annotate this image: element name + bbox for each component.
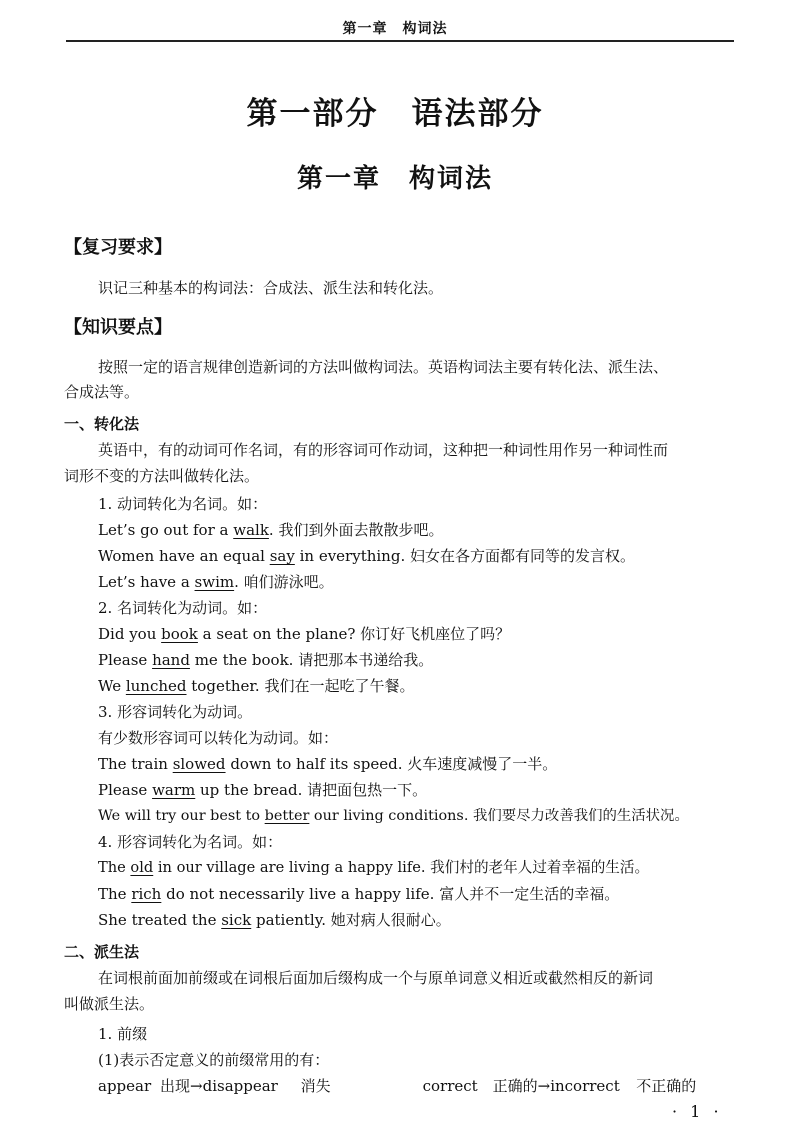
example-text: Please bbox=[98, 651, 153, 669]
conversion-sub2: 2. 名词转化为动词。如： bbox=[98, 599, 268, 617]
meaning: 正确的 bbox=[492, 1077, 538, 1095]
example-text: Women have an equal bbox=[98, 547, 270, 565]
review-heading: 【复习要求】 bbox=[64, 237, 172, 258]
knowledge-intro-line2: 合成法等。 bbox=[64, 383, 140, 401]
example-text: up the bread. 请把面包热一下。 bbox=[195, 781, 428, 799]
example-text: . 咱们游泳吧。 bbox=[234, 573, 334, 591]
key-word: hand bbox=[152, 651, 190, 669]
conversion-sub3: 3. 形容词转化为动词。 bbox=[98, 703, 253, 721]
example-text: patiently. 她对病人很耐心。 bbox=[251, 911, 451, 929]
example-text: Did you bbox=[98, 625, 162, 643]
example-text: do not necessarily live a happy life. 富人并不一定生活的幸福。 bbox=[161, 885, 620, 903]
key-word: book bbox=[161, 625, 198, 643]
example-text: The bbox=[98, 885, 132, 903]
example-text: together. 我们在一起吃了午餐。 bbox=[186, 677, 415, 695]
derivation-heading: 二、派生法 bbox=[64, 943, 140, 961]
conversion-sub3-note: 有少数形容词可以转化为动词。如： bbox=[98, 729, 339, 747]
example-line bbox=[98, 806, 689, 826]
conversion-heading: 一、转化法 bbox=[64, 415, 140, 433]
example-text: Let’s go out for a bbox=[98, 521, 234, 539]
example-line bbox=[98, 858, 649, 878]
example-text: Let’s have a bbox=[98, 573, 195, 591]
key-word: walk bbox=[233, 521, 269, 539]
prefix-example-row bbox=[98, 1076, 696, 1096]
header-rule bbox=[66, 40, 734, 42]
knowledge-heading: 【知识要点】 bbox=[64, 317, 172, 338]
example-text: . 我们到外面去散散步吧。 bbox=[268, 521, 444, 539]
example-line bbox=[98, 884, 619, 904]
key-word: old bbox=[130, 859, 154, 876]
key-word: warm bbox=[152, 781, 196, 799]
key-word: say bbox=[269, 547, 295, 565]
example-text: We will try our best to bbox=[98, 808, 265, 824]
example-line bbox=[98, 676, 414, 696]
example-text: in everything. 妇女在各方面都有同等的发言权。 bbox=[294, 547, 635, 565]
example-line bbox=[98, 546, 635, 566]
arrow-icon: → bbox=[190, 1077, 203, 1095]
example-text: down to half its speed. 火车速度减慢了一半。 bbox=[225, 755, 558, 773]
root-word: correct bbox=[422, 1077, 478, 1095]
derivation-sub1: 1. 前缀 bbox=[98, 1025, 148, 1043]
example-text: The train bbox=[98, 755, 173, 773]
meaning: 不正确的 bbox=[636, 1077, 697, 1095]
key-word: lunched bbox=[125, 677, 187, 695]
example-line bbox=[98, 780, 427, 800]
key-word: rich bbox=[131, 885, 162, 903]
meaning: 消失 bbox=[300, 1077, 331, 1095]
key-word: sick bbox=[221, 911, 252, 929]
part-title: 第一部分 语法部分 bbox=[246, 96, 544, 132]
conversion-desc-line2: 词形不变的方法叫做转化法。 bbox=[64, 467, 260, 485]
example-line bbox=[98, 624, 510, 644]
key-word: slowed bbox=[172, 755, 226, 773]
derived-word: disappear bbox=[202, 1077, 278, 1095]
derivation-sub1-1: (1)表示否定意义的前缀常用的有： bbox=[98, 1051, 330, 1069]
key-word: swim bbox=[194, 573, 235, 591]
example-text: our living conditions. 我们要尽力改善我们的生活状况。 bbox=[309, 808, 689, 824]
example-line bbox=[98, 572, 334, 592]
root-word: appear bbox=[98, 1077, 152, 1095]
meaning: 出现 bbox=[160, 1077, 191, 1095]
key-word: better bbox=[264, 808, 310, 824]
running-header: 第一章 构词法 bbox=[342, 21, 448, 37]
example-line bbox=[98, 520, 443, 540]
example-text: The bbox=[98, 859, 131, 876]
derivation-desc-line2: 叫做派生法。 bbox=[64, 995, 155, 1013]
chapter-title: 第一章 构词法 bbox=[296, 164, 493, 194]
arrow-icon: → bbox=[537, 1077, 551, 1095]
example-line bbox=[98, 910, 451, 930]
conversion-sub4: 4. 形容词转化为名词。如： bbox=[98, 833, 283, 851]
example-line bbox=[98, 650, 433, 670]
example-text: a seat on the plane? 你订好飞机座位了吗？ bbox=[197, 625, 511, 643]
derivation-desc-line1: 在词根前面加前缀或在词根后面加后缀构成一个与原单词意义相近或截然相反的新词 bbox=[98, 969, 654, 987]
conversion-sub1: 1. 动词转化为名词。如： bbox=[98, 495, 268, 513]
example-line bbox=[98, 754, 557, 774]
review-text: 识记三种基本的构词法：合成法、派生法和转化法。 bbox=[98, 279, 444, 297]
example-text: We bbox=[98, 677, 126, 695]
page-number: · 1 · bbox=[672, 1102, 723, 1121]
example-text: Please bbox=[98, 781, 153, 799]
example-text: in our village are living a happy life. 我们村的老年人过着幸福的生活。 bbox=[153, 859, 650, 876]
conversion-desc-line1: 英语中，有的动词可作名词，有的形容词可作动词，这种把一种词性用作另一种词性而 bbox=[98, 441, 669, 459]
derived-word: incorrect bbox=[550, 1077, 620, 1095]
knowledge-intro-line1: 按照一定的语言规律创造新词的方法叫做构词法。英语构词法主要有转化法、派生法、 bbox=[98, 358, 669, 376]
example-text: She treated the bbox=[98, 911, 222, 929]
example-text: me the book. 请把那本书递给我。 bbox=[189, 651, 434, 669]
